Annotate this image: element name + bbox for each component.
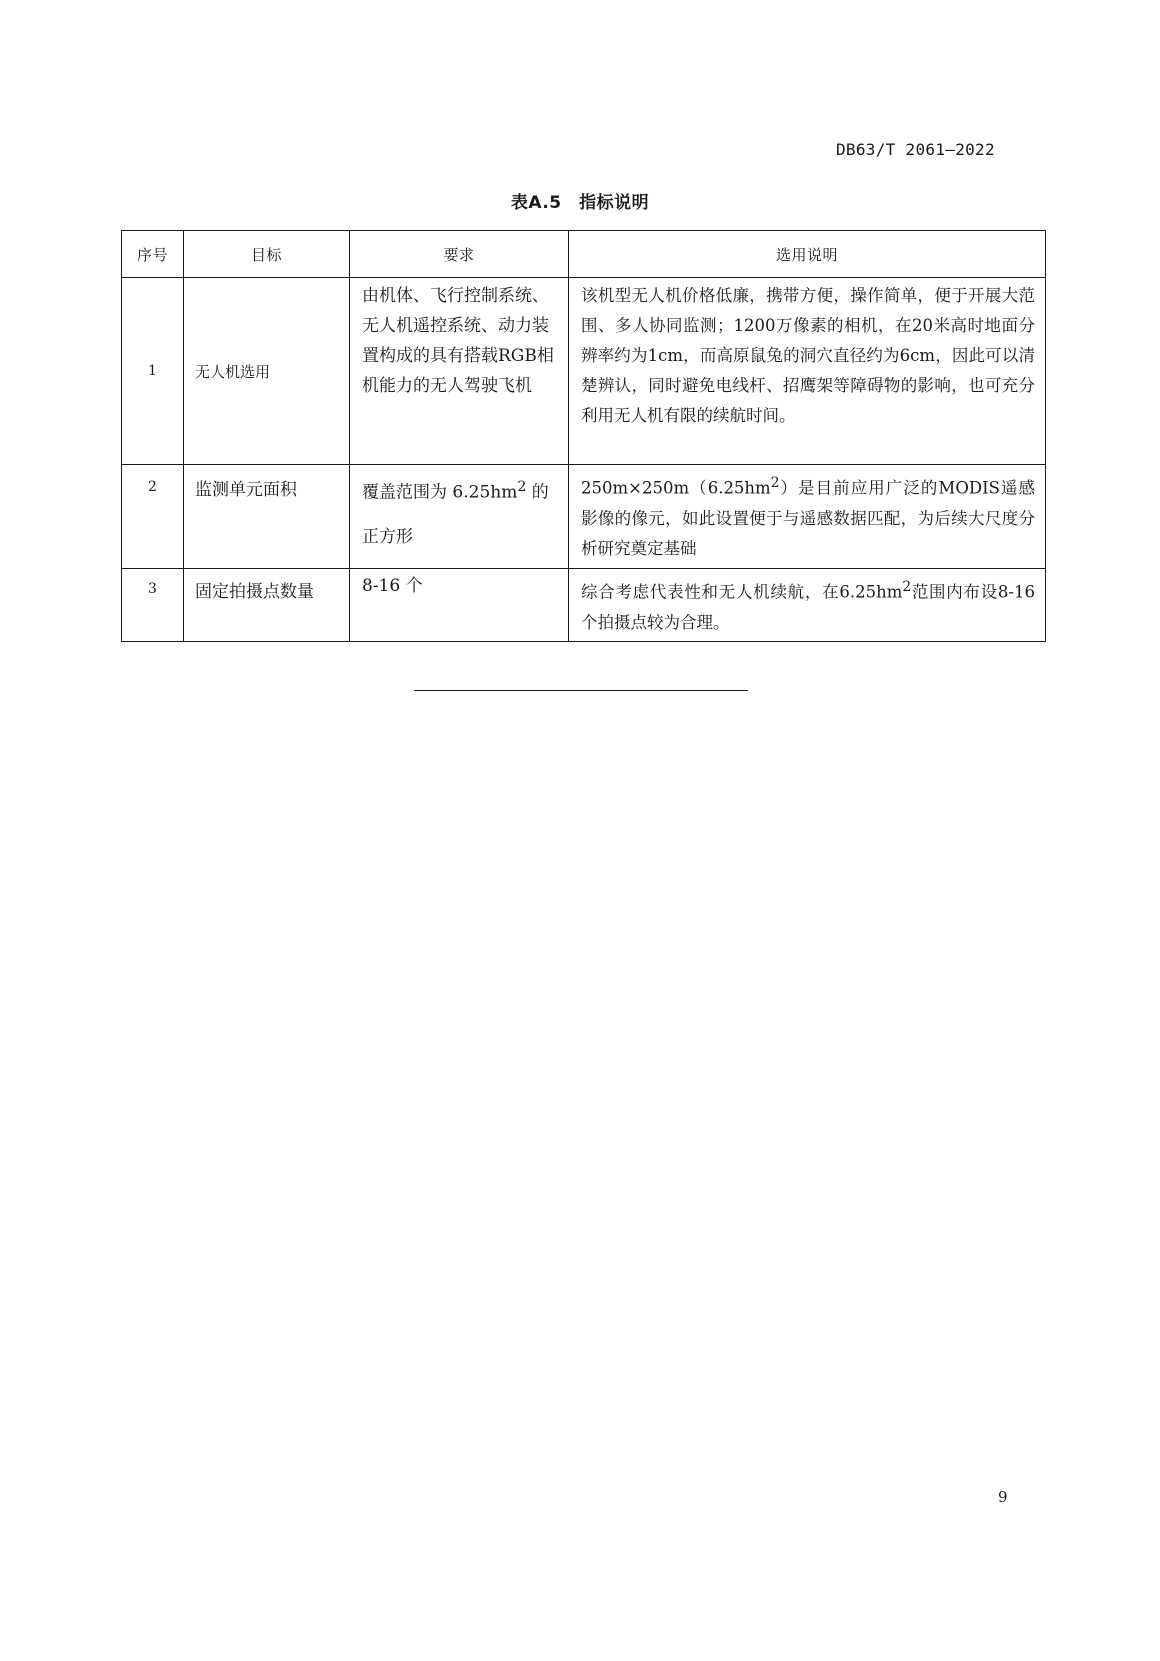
index-table bbox=[121, 230, 1046, 642]
requirement-text: 的正方形 bbox=[362, 482, 549, 547]
row-num: 3 bbox=[122, 569, 184, 642]
end-of-standard-rule bbox=[414, 690, 748, 691]
superscript: 2 bbox=[902, 579, 912, 595]
row-target: 监测单元面积 bbox=[184, 465, 350, 569]
description-text: 范围内布设8-16个拍摄点较为合理。 bbox=[581, 582, 1035, 632]
row-requirement: 由机体、飞行控制系统、无人机遥控系统、动力装置构成的具有搭载RGB相机能力的无人驾驶飞机 bbox=[350, 278, 569, 465]
table-row bbox=[122, 465, 1046, 569]
row-num: 1 bbox=[122, 278, 184, 465]
document-code: DB63/T 2061—2022 bbox=[836, 140, 995, 159]
description-text: 综合考虑代表性和无人机续航，在6.25hm bbox=[581, 582, 903, 602]
description-text: ）是目前应用广泛的MODIS遥感影像的像元，如此设置便于与遥感数据匹配，为后续大尺度分析研究奠定基础 bbox=[581, 478, 1035, 558]
row-num: 2 bbox=[122, 465, 184, 569]
superscript: 2 bbox=[770, 475, 780, 491]
header-target: 目标 bbox=[184, 231, 350, 278]
row-requirement: 8-16 个 bbox=[350, 569, 569, 642]
requirement-text: 覆盖范围为 6.25hm bbox=[362, 482, 518, 503]
header-requirement: 要求 bbox=[350, 231, 569, 278]
table-title: 表A.5 指标说明 bbox=[510, 193, 650, 213]
page-number: 9 bbox=[998, 1488, 1008, 1506]
row-target: 无人机选用 bbox=[184, 278, 350, 465]
description-text: 250m×250m（6.25hm bbox=[581, 478, 771, 498]
superscript: 2 bbox=[517, 479, 527, 495]
header-description: 选用说明 bbox=[569, 231, 1046, 278]
row-description: 该机型无人机价格低廉，携带方便，操作简单，便于开展大范围、多人协同监测；1200万像素的相机，在20米高时地面分辨率约为1cm，而高原鼠兔的洞穴直径约为6cm，因此可以清楚辨认，同时避免电线杆、招鹰架等障碍物的影响，也可充分利用无人机有限的续航时间。 bbox=[569, 278, 1046, 465]
table-header-row bbox=[122, 231, 1046, 278]
table-row bbox=[122, 278, 1046, 465]
row-description bbox=[569, 569, 1046, 642]
row-requirement bbox=[350, 465, 569, 569]
table-row bbox=[122, 569, 1046, 642]
row-description bbox=[569, 465, 1046, 569]
header-num: 序号 bbox=[122, 231, 184, 278]
row-target: 固定拍摄点数量 bbox=[184, 569, 350, 642]
